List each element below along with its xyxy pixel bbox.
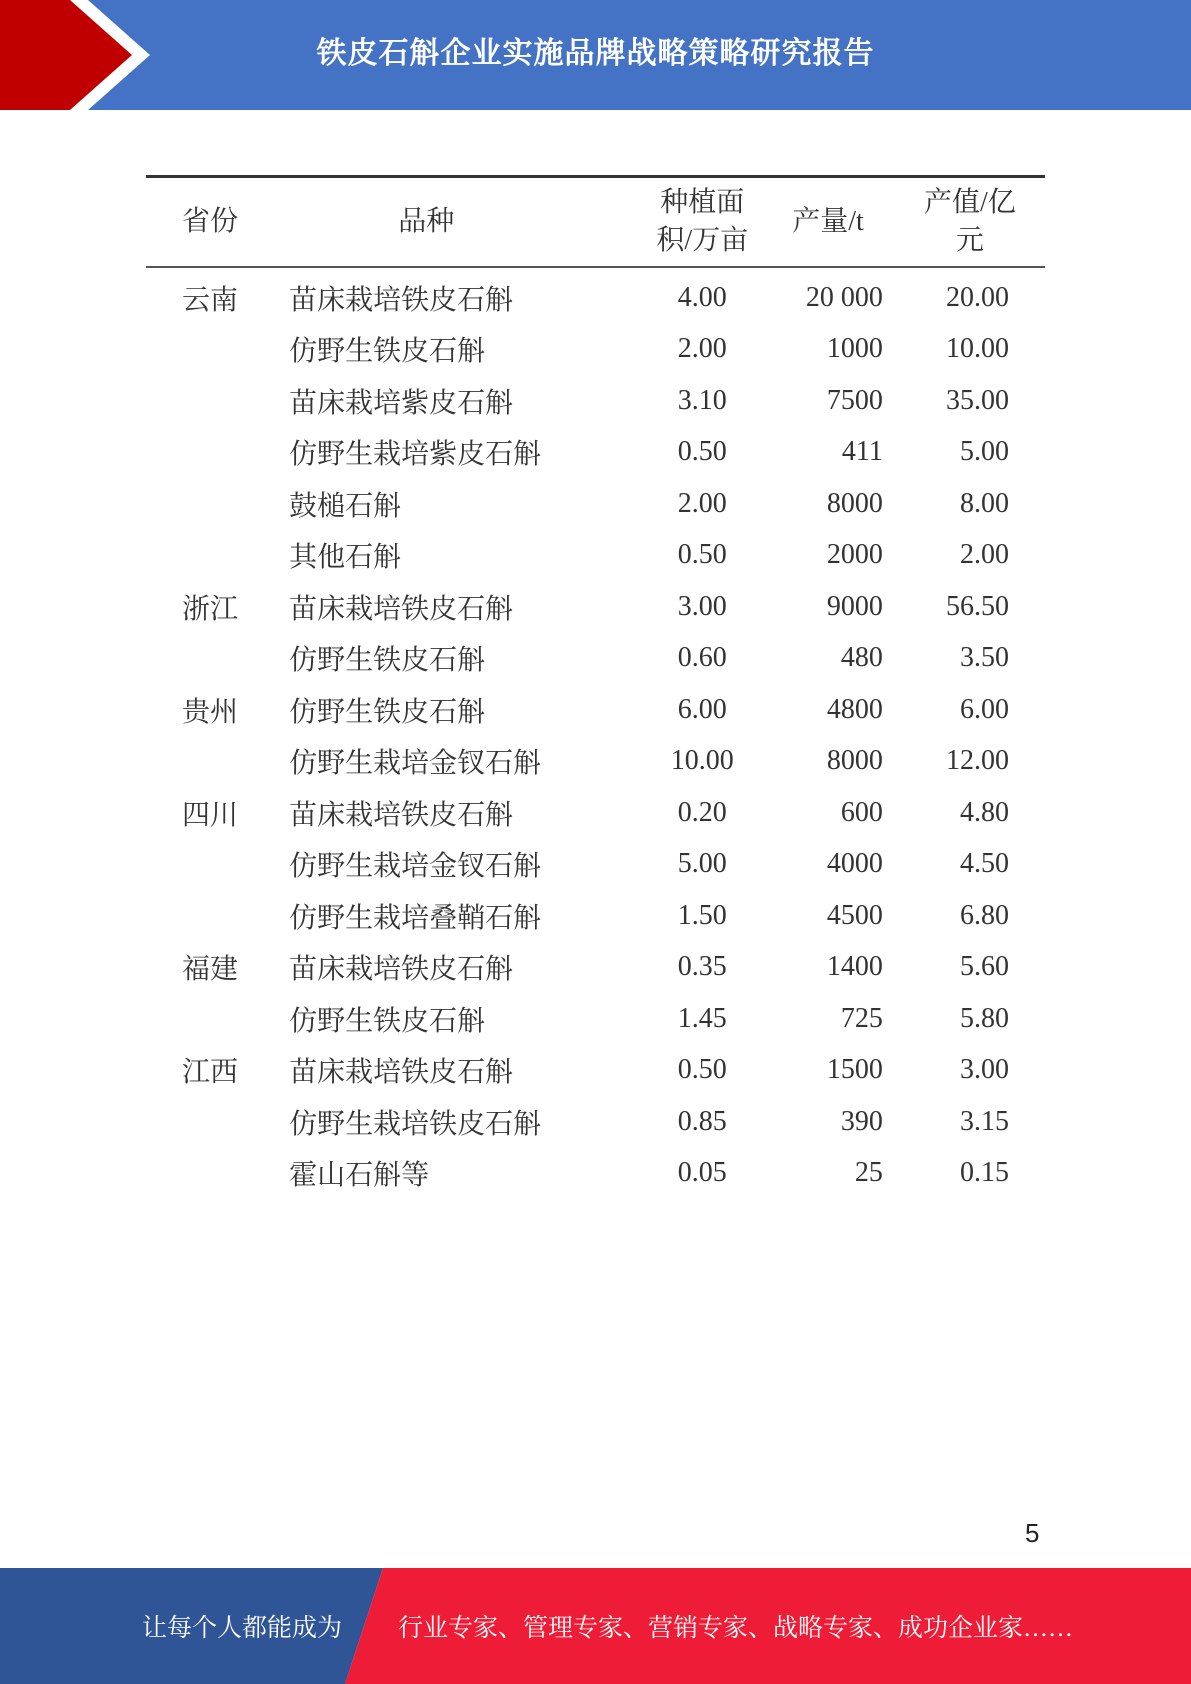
cell-output: 2000 <box>826 539 883 571</box>
cell-output: 1000 <box>826 333 883 365</box>
table-row <box>146 839 1045 891</box>
cell-province: 浙江 <box>182 593 239 625</box>
table-row <box>146 1045 1045 1097</box>
cell-output: 8000 <box>826 745 883 777</box>
cell-value: 4.80 <box>960 796 1009 828</box>
cell-output: 8000 <box>826 487 883 519</box>
cell-province: 四川 <box>182 799 239 831</box>
cell-value: 6.00 <box>960 693 1009 725</box>
header-variety: 品种 <box>398 206 455 237</box>
cell-output: 25 <box>854 1157 883 1189</box>
cell-area: 6.00 <box>677 693 727 725</box>
cell-value: 5.80 <box>960 1002 1009 1034</box>
cell-area: 0.85 <box>677 1105 727 1137</box>
cell-variety: 苗床栽培铁皮石斛 <box>289 954 514 986</box>
cell-output: 4800 <box>826 693 883 725</box>
cell-value: 35.00 <box>946 384 1009 416</box>
cell-province <box>146 1148 289 1200</box>
cell-area: 0.50 <box>677 1054 727 1086</box>
cell-output: 600 <box>840 796 883 828</box>
cell-area: 10.00 <box>670 745 734 777</box>
cell-variety: 仿野生栽培叠鞘石斛 <box>289 902 542 934</box>
table-row <box>146 736 1045 788</box>
header-area: 种植面 积/万亩 <box>656 187 749 256</box>
cell-value: 3.00 <box>960 1054 1009 1086</box>
cell-province <box>146 375 289 427</box>
cell-province: 贵州 <box>182 696 239 728</box>
cell-variety: 苗床栽培铁皮石斛 <box>289 284 514 316</box>
cell-value: 20.00 <box>946 281 1009 313</box>
cell-value: 6.80 <box>960 899 1009 931</box>
cell-province <box>146 478 289 530</box>
cell-area: 0.20 <box>677 796 727 828</box>
cell-output: 1400 <box>826 951 883 983</box>
cell-province <box>146 1096 289 1148</box>
cell-variety: 苗床栽培铁皮石斛 <box>289 1057 514 1089</box>
cell-variety: 仿野生铁皮石斛 <box>289 336 486 368</box>
table-row <box>146 684 1045 736</box>
cell-value: 4.50 <box>960 848 1009 880</box>
table-row <box>146 787 1045 839</box>
cell-province: 江西 <box>182 1057 239 1089</box>
cell-province <box>146 736 289 788</box>
cell-area: 1.50 <box>677 899 727 931</box>
cell-output: 1500 <box>826 1054 883 1086</box>
cell-value: 5.60 <box>960 951 1009 983</box>
cell-area: 4.00 <box>677 281 727 313</box>
cell-variety: 苗床栽培铁皮石斛 <box>289 799 514 831</box>
table-row <box>146 581 1045 633</box>
cell-province <box>146 890 289 942</box>
cell-value: 0.15 <box>960 1157 1009 1189</box>
cell-area: 3.10 <box>677 384 727 416</box>
cell-variety: 仿野生栽培紫皮石斛 <box>289 439 542 471</box>
cell-output: 20 000 <box>805 281 883 313</box>
cell-province: 福建 <box>182 954 239 986</box>
table-body <box>146 267 1045 1199</box>
cell-area: 1.45 <box>677 1002 727 1034</box>
cell-province <box>146 427 289 479</box>
table-row <box>146 1148 1045 1200</box>
document-title: 铁皮石斛企业实施品牌战略策略研究报告 <box>316 36 875 71</box>
cell-output: 9000 <box>826 590 883 622</box>
cell-variety: 仿野生栽培金钗石斛 <box>289 851 542 883</box>
cell-output: 4500 <box>826 899 883 931</box>
cell-value: 8.00 <box>960 487 1009 519</box>
cell-variety: 仿野生栽培金钗石斛 <box>289 748 542 780</box>
cell-area: 0.50 <box>677 436 727 468</box>
cell-area: 5.00 <box>677 848 727 880</box>
table-row <box>146 324 1045 376</box>
cell-area: 0.50 <box>677 539 727 571</box>
cell-output: 390 <box>840 1105 883 1137</box>
cell-variety: 仿野生栽培铁皮石斛 <box>289 1108 542 1140</box>
cell-value: 12.00 <box>946 745 1009 777</box>
footer-slogan-right: 行业专家、管理专家、营销专家、战略专家、成功企业家…… <box>398 1615 1074 1642</box>
table-row <box>146 427 1045 479</box>
cell-province: 云南 <box>182 284 239 316</box>
cell-value: 10.00 <box>946 333 1009 365</box>
header-province: 省份 <box>182 206 239 237</box>
page-number: 5 <box>1025 1518 1040 1548</box>
table-row <box>146 890 1045 942</box>
cell-area: 2.00 <box>677 333 727 365</box>
cell-area: 0.05 <box>677 1157 727 1189</box>
cell-area: 3.00 <box>677 590 727 622</box>
cell-value: 2.00 <box>960 539 1009 571</box>
table-row <box>146 530 1045 582</box>
cell-output: 480 <box>840 642 883 674</box>
cell-output: 411 <box>841 436 883 468</box>
cell-province <box>146 324 289 376</box>
cell-output: 4000 <box>826 848 883 880</box>
cell-value: 3.15 <box>960 1105 1009 1137</box>
cell-variety: 仿野生铁皮石斛 <box>289 1005 486 1037</box>
cell-variety: 仿野生铁皮石斛 <box>289 696 486 728</box>
cell-province <box>146 993 289 1045</box>
cell-province <box>146 530 289 582</box>
cell-area: 0.60 <box>677 642 727 674</box>
cell-value: 56.50 <box>946 590 1009 622</box>
cell-area: 0.35 <box>677 951 727 983</box>
table-row <box>146 633 1045 685</box>
cell-value: 3.50 <box>960 642 1009 674</box>
data-table-container <box>146 175 1045 1199</box>
cell-variety: 苗床栽培铁皮石斛 <box>289 593 514 625</box>
cell-variety: 仿野生铁皮石斛 <box>289 645 486 677</box>
table-row <box>146 942 1045 994</box>
table-row <box>146 1096 1045 1148</box>
cell-output: 7500 <box>826 384 883 416</box>
cell-province <box>146 839 289 891</box>
table-row <box>146 375 1045 427</box>
page-header <box>0 0 1191 110</box>
table-row <box>146 478 1045 530</box>
page-footer <box>0 1568 1191 1684</box>
footer-slogan-left: 让每个人都能成为 <box>142 1615 343 1642</box>
table-header-row <box>146 177 1045 268</box>
cell-variety: 鼓槌石斛 <box>289 490 402 522</box>
table-row <box>146 993 1045 1045</box>
cell-province <box>146 633 289 685</box>
cell-variety: 其他石斛 <box>289 542 402 574</box>
cell-output: 725 <box>840 1002 883 1034</box>
cell-variety: 霍山石斛等 <box>289 1160 430 1192</box>
header-value: 产值/亿 元 <box>924 187 1016 256</box>
dendrobium-production-table <box>146 175 1045 1199</box>
cell-area: 2.00 <box>677 487 727 519</box>
cell-variety: 苗床栽培紫皮石斛 <box>289 387 514 419</box>
table-row <box>146 267 1045 324</box>
header-output: 产量/t <box>792 206 864 237</box>
cell-value: 5.00 <box>960 436 1009 468</box>
